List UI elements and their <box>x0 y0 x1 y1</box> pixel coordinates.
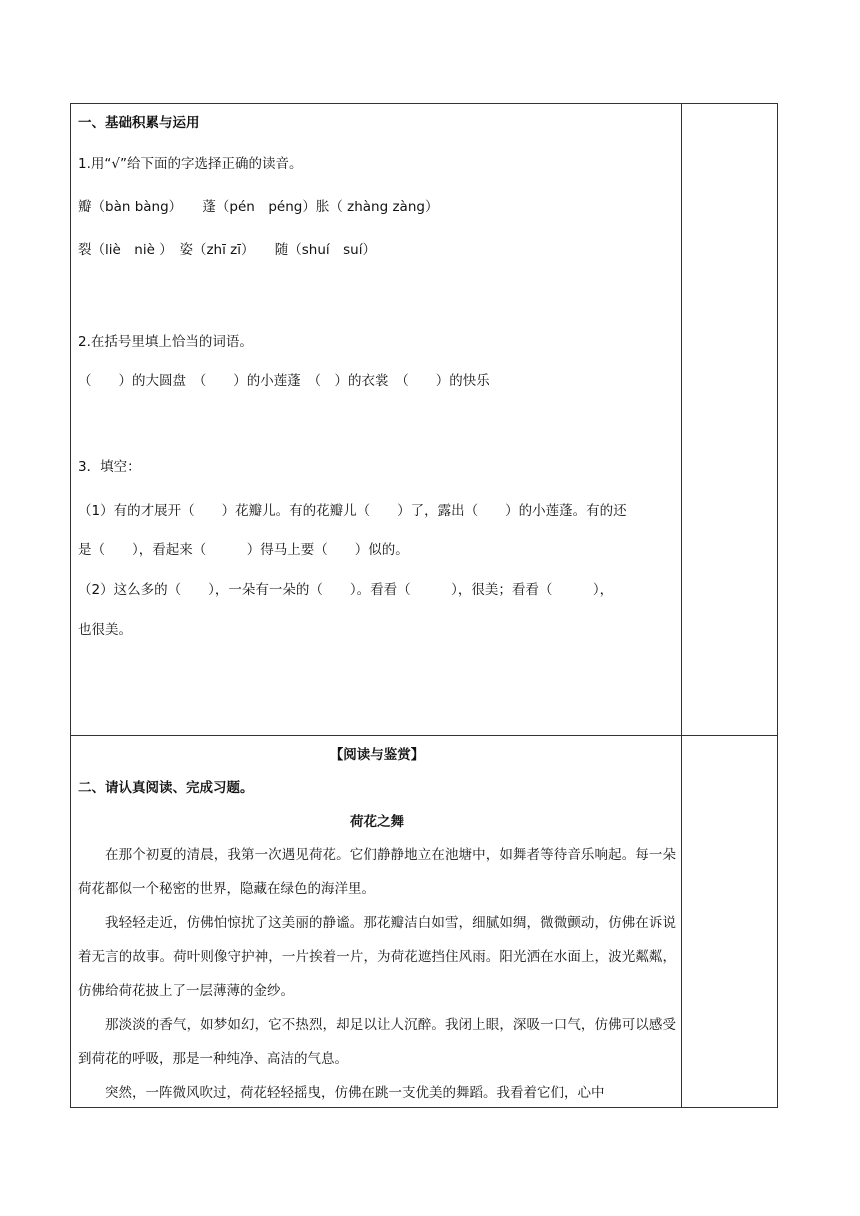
passage-paragraph-3: 那淡淡的香气，如梦如幻，它不热烈，却足以让人沉醉。我闭上眼，深吸一口气，仿佛可以感受到荷花的呼吸，那是一种纯净、高洁的气息。 <box>78 1017 676 1067</box>
passage-paragraph-1: 在那个初夏的清晨，我第一次遇见荷花。它们静静地立在池塘中，如舞者等待音乐响起。每一朵荷花都似一个秘密的世界，隐藏在绿色的海洋里。 <box>78 847 676 897</box>
q3-prompt: 3．填空： <box>78 459 141 475</box>
row-divider <box>70 735 778 736</box>
q3-item2-line1: （2）这么多的（ ），一朵有一朵的（ ）。看看（ ），很美；看看（ ）， <box>78 582 614 598</box>
column-divider <box>681 103 682 1108</box>
q1-row2: 裂（liè niè ） 姿（zhī zī） 随（shuí suí） <box>78 242 376 258</box>
passage-paragraph-4: 突然，一阵微风吹过，荷花轻轻摇曳，仿佛在跳一支优美的舞蹈。我看着它们，心中 <box>105 1085 605 1101</box>
reading-banner: 【阅读与鉴赏】 <box>329 747 425 763</box>
q3-item1-line2: 是（ ），看起来（ ）得马上要（ ）似的。 <box>78 542 409 558</box>
section2-heading: 二、请认真阅读、完成习题。 <box>78 780 254 796</box>
q1-row1: 瓣（bàn bàng） 蓬（pén péng）胀（ zhàng zàng） <box>78 199 439 215</box>
q3-item1-line1: （1）有的才展开（ ）花瓣儿。有的花瓣儿（ ）了，露出（ ）的小莲蓬。有的还 <box>78 503 627 519</box>
passage-title: 荷花之舞 <box>350 814 404 830</box>
q3-item2-line2: 也很美。 <box>78 622 132 638</box>
q2-prompt: 2.在括号里填上恰当的词语。 <box>78 334 253 350</box>
passage-paragraph-2: 我轻轻走近，仿佛怕惊扰了这美丽的静谧。那花瓣洁白如雪，细腻如绸，微微颤动，仿佛在诉说着无言的故事。荷叶则像守护神，一片挨着一片，为荷花遮挡住风雨。阳光洒在水面上，波光粼粼，仿佛给荷花披上了一层薄薄的金纱。 <box>78 915 676 999</box>
section1-heading: 一、基础积累与运用 <box>78 115 200 131</box>
q1-prompt: 1.用“√”给下面的字选择正确的读音。 <box>78 156 303 172</box>
q2-row: （ ）的大圆盘 （ ）的小莲蓬 （ ）的衣裳 （ ）的快乐 <box>78 373 490 389</box>
